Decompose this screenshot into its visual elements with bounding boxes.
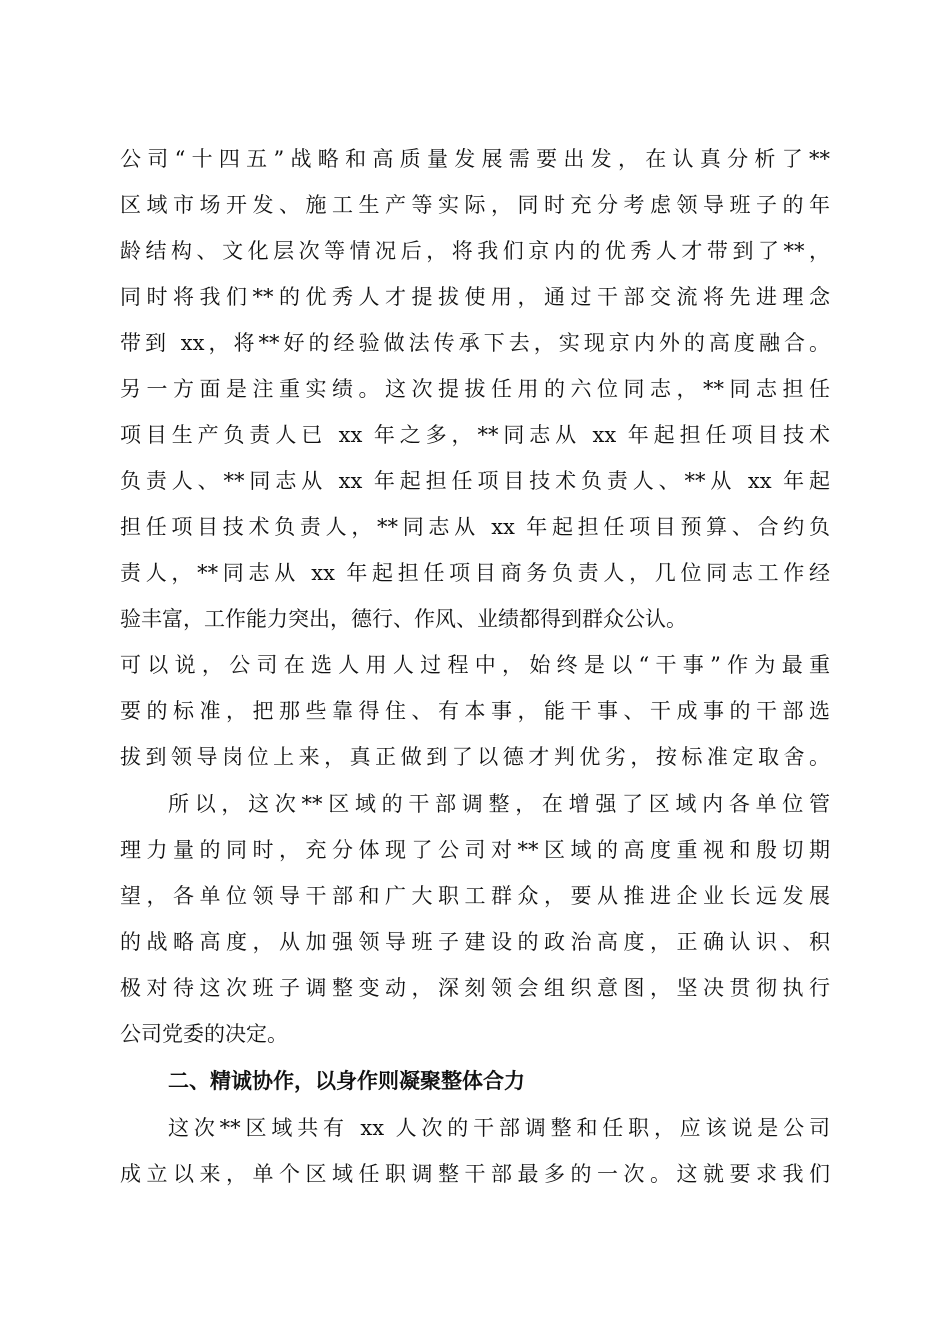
text-line: 要的标准，把那些靠得住、有本事，能干事、干成事的干部选 [120,699,830,723]
text-line: 负责人、**同志从 xx 年起担任项目技术负责人、**从 xx 年起 [120,469,830,493]
text-line: 区域市场开发、施工生产等实际，同时充分考虑领导班子的年 [120,193,830,217]
text-line: 验丰富，工作能力突出，德行、作风、业绩都得到群众公认。 [120,607,687,631]
text-line: 理力量的同时，充分体现了公司对**区域的高度重视和殷切期 [120,838,830,862]
paragraph-first-line: 这次**区域共有 xx 人次的干部调整和任职，应该说是公司 [168,1116,830,1140]
text-line: 拔到领导岗位上来，真正做到了以德才判优劣，按标准定取舍。 [120,745,830,769]
text-line: 另一方面是注重实绩。这次提拔任用的六位同志，**同志担任 [120,377,830,401]
text-line: 极对待这次班子调整变动，深刻领会组织意图，坚决贯彻执行 [120,976,830,1000]
text-line: 项目生产负责人已 xx 年之多，**同志从 xx 年起担任项目技术 [120,423,830,447]
text-line: 龄结构、文化层次等情况后，将我们京内的优秀人才带到了**， [120,239,830,263]
text-line: 责人，**同志从 xx 年起担任项目商务负责人，几位同志工作经 [120,561,830,585]
text-line: 同时将我们**的优秀人才提拔使用，通过干部交流将先进理念 [120,285,830,309]
text-line: 的战略高度，从加强领导班子建设的政治高度，正确认识、积 [120,930,830,954]
text-line: 担任项目技术负责人，**同志从 xx 年起担任项目预算、合约负 [120,515,830,539]
section-heading: 二、精诚协作，以身作则凝聚整体合力 [168,1069,525,1093]
text-line: 带到 xx，将**好的经验做法传承下去，实现京内外的高度融合。 [120,331,830,355]
text-line: 成立以来，单个区域任职调整干部最多的一次。这就要求我们 [120,1162,830,1186]
text-line: 公司“十四五”战略和高质量发展需要出发，在认真分析了** [120,147,830,171]
paragraph-first-line: 所以，这次**区域的干部调整，在增强了区域内各单位管 [168,792,830,816]
text-line: 公司党委的决定。 [120,1022,288,1046]
text-line: 可以说，公司在选人用人过程中，始终是以“干事”作为最重 [120,653,830,677]
text-line: 望，各单位领导干部和广大职工群众，要从推进企业长远发展 [120,884,830,908]
